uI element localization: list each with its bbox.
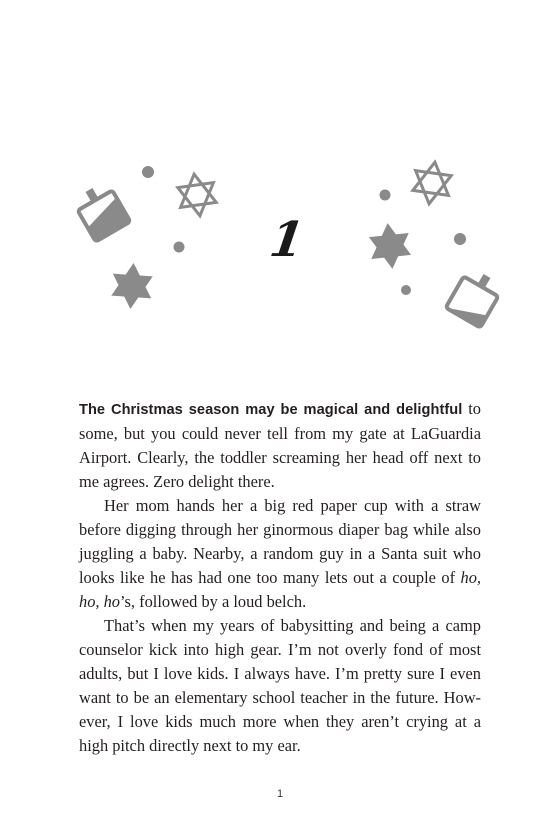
star-of-david-outline-icon: [176, 172, 217, 219]
lead-in: The Christmas season may be magical and delightful: [79, 402, 463, 418]
dreidel-icon: [446, 266, 505, 328]
dot-icon: [401, 285, 411, 295]
star-of-david-outline-icon: [411, 160, 452, 207]
dreidel-icon: [72, 180, 131, 242]
chapter-ornament: [0, 0, 560, 380]
paragraph-3: That’s when my years of babysitting and being a camp counselor kick into high gear. I’m not overly fond of most adults, but I love kids. I always have. I’m pretty sure I even want to be an elementary school teacher in the future. However, I love kids much more when they aren’t crying at a high pitch directly next to my ear.: [79, 616, 481, 755]
chapter-body: [79, 397, 481, 758]
star-of-david-solid-icon: [110, 262, 153, 311]
dot-icon: [142, 166, 154, 178]
paragraph-1: [79, 397, 481, 494]
paragraph-2-text-a: Her mom hands her a big red paper cup with a straw before digging through her ginormous diaper bag while also juggling a baby. Nearby, a random guy in a Santa suit who looks like he has had one too many lets out a couple of: [79, 496, 481, 587]
chapter-number: 1: [266, 212, 308, 268]
dot-icon: [174, 242, 185, 253]
paragraph-2-italic: ho, ho, ho: [79, 568, 481, 611]
dot-icon: [380, 190, 391, 201]
paragraph-2: [79, 494, 481, 614]
page-number: 1: [276, 788, 284, 800]
paragraph-2-text-b: ’s, followed by a loud belch.: [119, 592, 307, 611]
paragraph-1-text: to some, but you could never tell from my gate at LaGuardia Airport. Clearly, the toddler screaming her head off next to me agrees. Zero delight there.: [79, 399, 481, 491]
star-of-david-solid-icon: [368, 221, 413, 271]
dot-icon: [454, 233, 466, 245]
